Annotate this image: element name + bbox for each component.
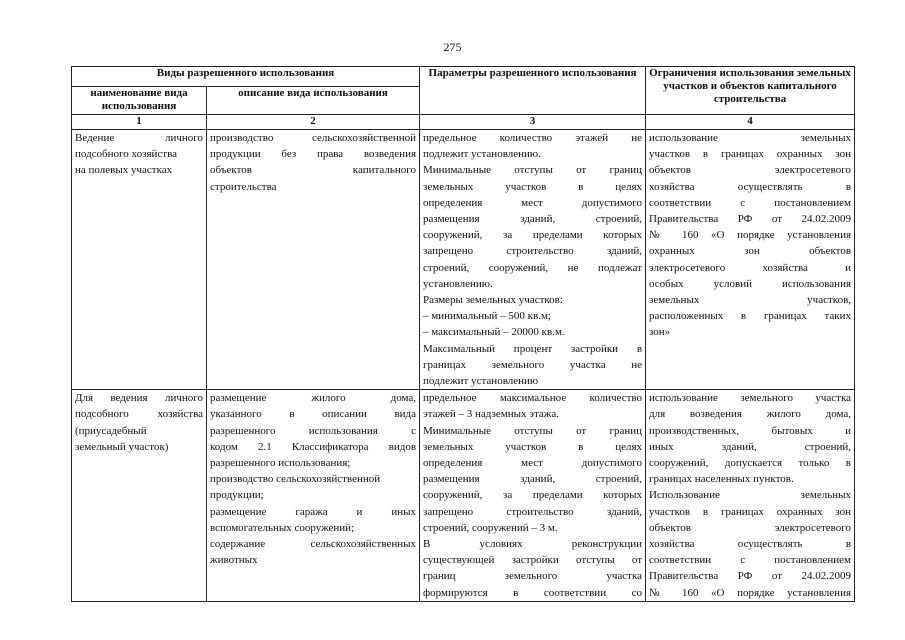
cell-text-line: сооружений, допускается только в	[649, 457, 852, 470]
cell-text-line: Использование земельных	[649, 489, 852, 502]
table-row	[72, 130, 855, 390]
cell-text-line: подлежит установлению.	[423, 148, 541, 161]
header-col4: Ограничения использования земельных участков и объектов капитального строительства	[646, 67, 855, 115]
cell-text-line: участков в границах охранных зон	[649, 505, 852, 518]
cell-text-line: объектов электросетевого	[649, 164, 852, 177]
cell-text-line: предельное количество этажей не	[423, 132, 643, 144]
cell-text-line: вспомогательных сооружений;	[210, 521, 355, 534]
cell-text-line: подлежит установлению	[423, 375, 539, 388]
cell-text-line: для возведения жилого дома,	[649, 408, 852, 421]
column-number-3: 3	[420, 115, 646, 130]
cell-text-line: границах земельного участка не	[423, 358, 643, 371]
header-col1: наименование вида использования	[72, 87, 207, 115]
cell-text-line: определения мест допустимого	[423, 457, 643, 470]
cell-text-line: соответствии с постановлением	[649, 196, 852, 209]
cell-text-line: Минимальные отступы от границ	[423, 164, 643, 177]
cell-text-line: на полевых участках	[75, 164, 173, 177]
cell-text-line: объектов электросетевого	[649, 521, 852, 534]
cell-text-line: земельных участков в целях	[423, 440, 643, 453]
limits-cell	[646, 390, 855, 602]
cell-text-line: строений, сооружений – 3 м.	[423, 521, 558, 534]
cell-text-line: строений, сооружений, не подлежат	[423, 261, 643, 274]
cell-text-line: В условиях реконструкции	[423, 538, 643, 551]
use-description-cell	[207, 390, 420, 602]
cell-text-line: производство сельскохозяйственной	[210, 132, 417, 144]
cell-text-line: охранных зон объектов	[649, 245, 852, 258]
cell-text-line: хозяйства осуществлять в	[649, 180, 852, 193]
cell-text-line: № 160 «О порядке установления	[649, 586, 852, 599]
cell-text-line: участков в границах охранных зон	[649, 148, 852, 161]
cell-text-line: границ земельного участка	[423, 570, 643, 583]
column-number-4: 4	[646, 115, 855, 130]
cell-text-line: размещение жилого дома,	[210, 392, 417, 405]
limits-cell	[646, 130, 855, 390]
page-number: 275	[443, 40, 462, 54]
cell-text-line: объектов капитального	[210, 164, 417, 177]
cell-text-line: животных	[210, 554, 258, 567]
cell-text-line: Для ведения личного	[75, 392, 203, 405]
cell-text-line: предельное максимальное количество	[423, 392, 643, 405]
cell-text-line: разрешенного использования с	[210, 424, 417, 437]
cell-text-line: размещения зданий, строений,	[423, 213, 643, 226]
cell-text-line: электросетевого хозяйства и	[649, 261, 852, 274]
cell-text-line: расположенных в границах таких	[649, 310, 852, 323]
cell-text-line: размещение гаража и иных	[210, 505, 417, 518]
cell-text-line: Размеры земельных участков:	[423, 294, 563, 307]
cell-text-line: – минимальный – 500 кв.м;	[423, 310, 551, 323]
cell-text-line: Ведение личного	[75, 132, 203, 144]
cell-text-line: соответствии с постановлением	[649, 554, 852, 567]
params-cell	[420, 390, 646, 602]
cell-text-line: сооружений, за пределами которых	[423, 489, 643, 502]
cell-text-line: определения мест допустимого	[423, 196, 643, 209]
header-col3: Параметры разрешенного использования	[420, 67, 646, 115]
cell-text-line: установлению.	[423, 277, 493, 290]
cell-text-line: запрещено строительство зданий,	[423, 245, 643, 258]
cell-text-line: подсобного хозяйства	[75, 148, 178, 161]
cell-text-line: сооружений, за пределами которых	[423, 229, 643, 242]
cell-text-line: строительства	[210, 180, 277, 193]
header-col2: описание вида использования	[207, 87, 420, 115]
cell-text-line: (приусадебный	[75, 424, 147, 437]
cell-text-line: Максимальный процент застройки в	[423, 342, 643, 355]
cell-text-line: земельных участков,	[649, 294, 852, 307]
cell-text-line: производственных, бытовых и	[649, 424, 852, 437]
use-description-cell	[207, 130, 420, 390]
cell-text-line: производство сельскохозяйственной	[210, 473, 381, 486]
cell-text-line: содержание сельскохозяйственных	[210, 538, 417, 551]
cell-text-line: Правительства РФ от 24.02.2009	[649, 213, 852, 226]
cell-text-line: использование земельных	[649, 132, 852, 144]
column-number-2: 2	[207, 115, 420, 130]
use-name-cell	[72, 390, 207, 602]
cell-text-line: продукции;	[210, 489, 264, 502]
cell-text-line: № 160 «О порядке установления	[649, 229, 852, 242]
cell-text-line: использование земельного участка	[649, 392, 852, 405]
cell-text-line: Правительства РФ от 24.02.2009	[649, 570, 852, 583]
cell-text-line: кодом 2.1 Классификатора видов	[210, 440, 417, 453]
table-row	[72, 390, 855, 602]
cell-text-line: запрещено строительство зданий,	[423, 505, 643, 518]
cell-text-line: формируются в соответствии со	[423, 586, 643, 599]
header-group-title: Виды разрешенного использования	[72, 67, 420, 87]
cell-text-line: зон»	[649, 326, 671, 339]
cell-text-line: этажей – 3 надземных этажа.	[423, 408, 560, 421]
cell-text-line: указанного в описании вида	[210, 408, 417, 421]
cell-text-line: иных зданий, строений,	[649, 440, 852, 453]
cell-text-line: хозяйства осуществлять в	[649, 538, 852, 551]
cell-text-line: существующей застройки отступы от	[423, 554, 643, 567]
cell-text-line: подсобного хозяйства	[75, 408, 203, 421]
cell-text-line: Минимальные отступы от границ	[423, 424, 643, 437]
cell-text-line: продукции без права возведения	[210, 148, 417, 161]
params-cell	[420, 130, 646, 390]
land-use-table	[71, 66, 855, 602]
cell-text-line: земельный участок)	[75, 440, 169, 453]
cell-text-line: – максимальный – 20000 кв.м.	[423, 326, 565, 339]
column-number-1: 1	[72, 115, 207, 130]
cell-text-line: особых условий использования	[649, 277, 852, 290]
cell-text-line: разрешенного использования;	[210, 457, 351, 470]
cell-text-line: земельных участков в целях	[423, 180, 643, 193]
cell-text-line: размещения зданий, строений,	[423, 473, 643, 486]
cell-text-line: границах населенных пунктов.	[649, 473, 794, 486]
use-name-cell	[72, 130, 207, 390]
